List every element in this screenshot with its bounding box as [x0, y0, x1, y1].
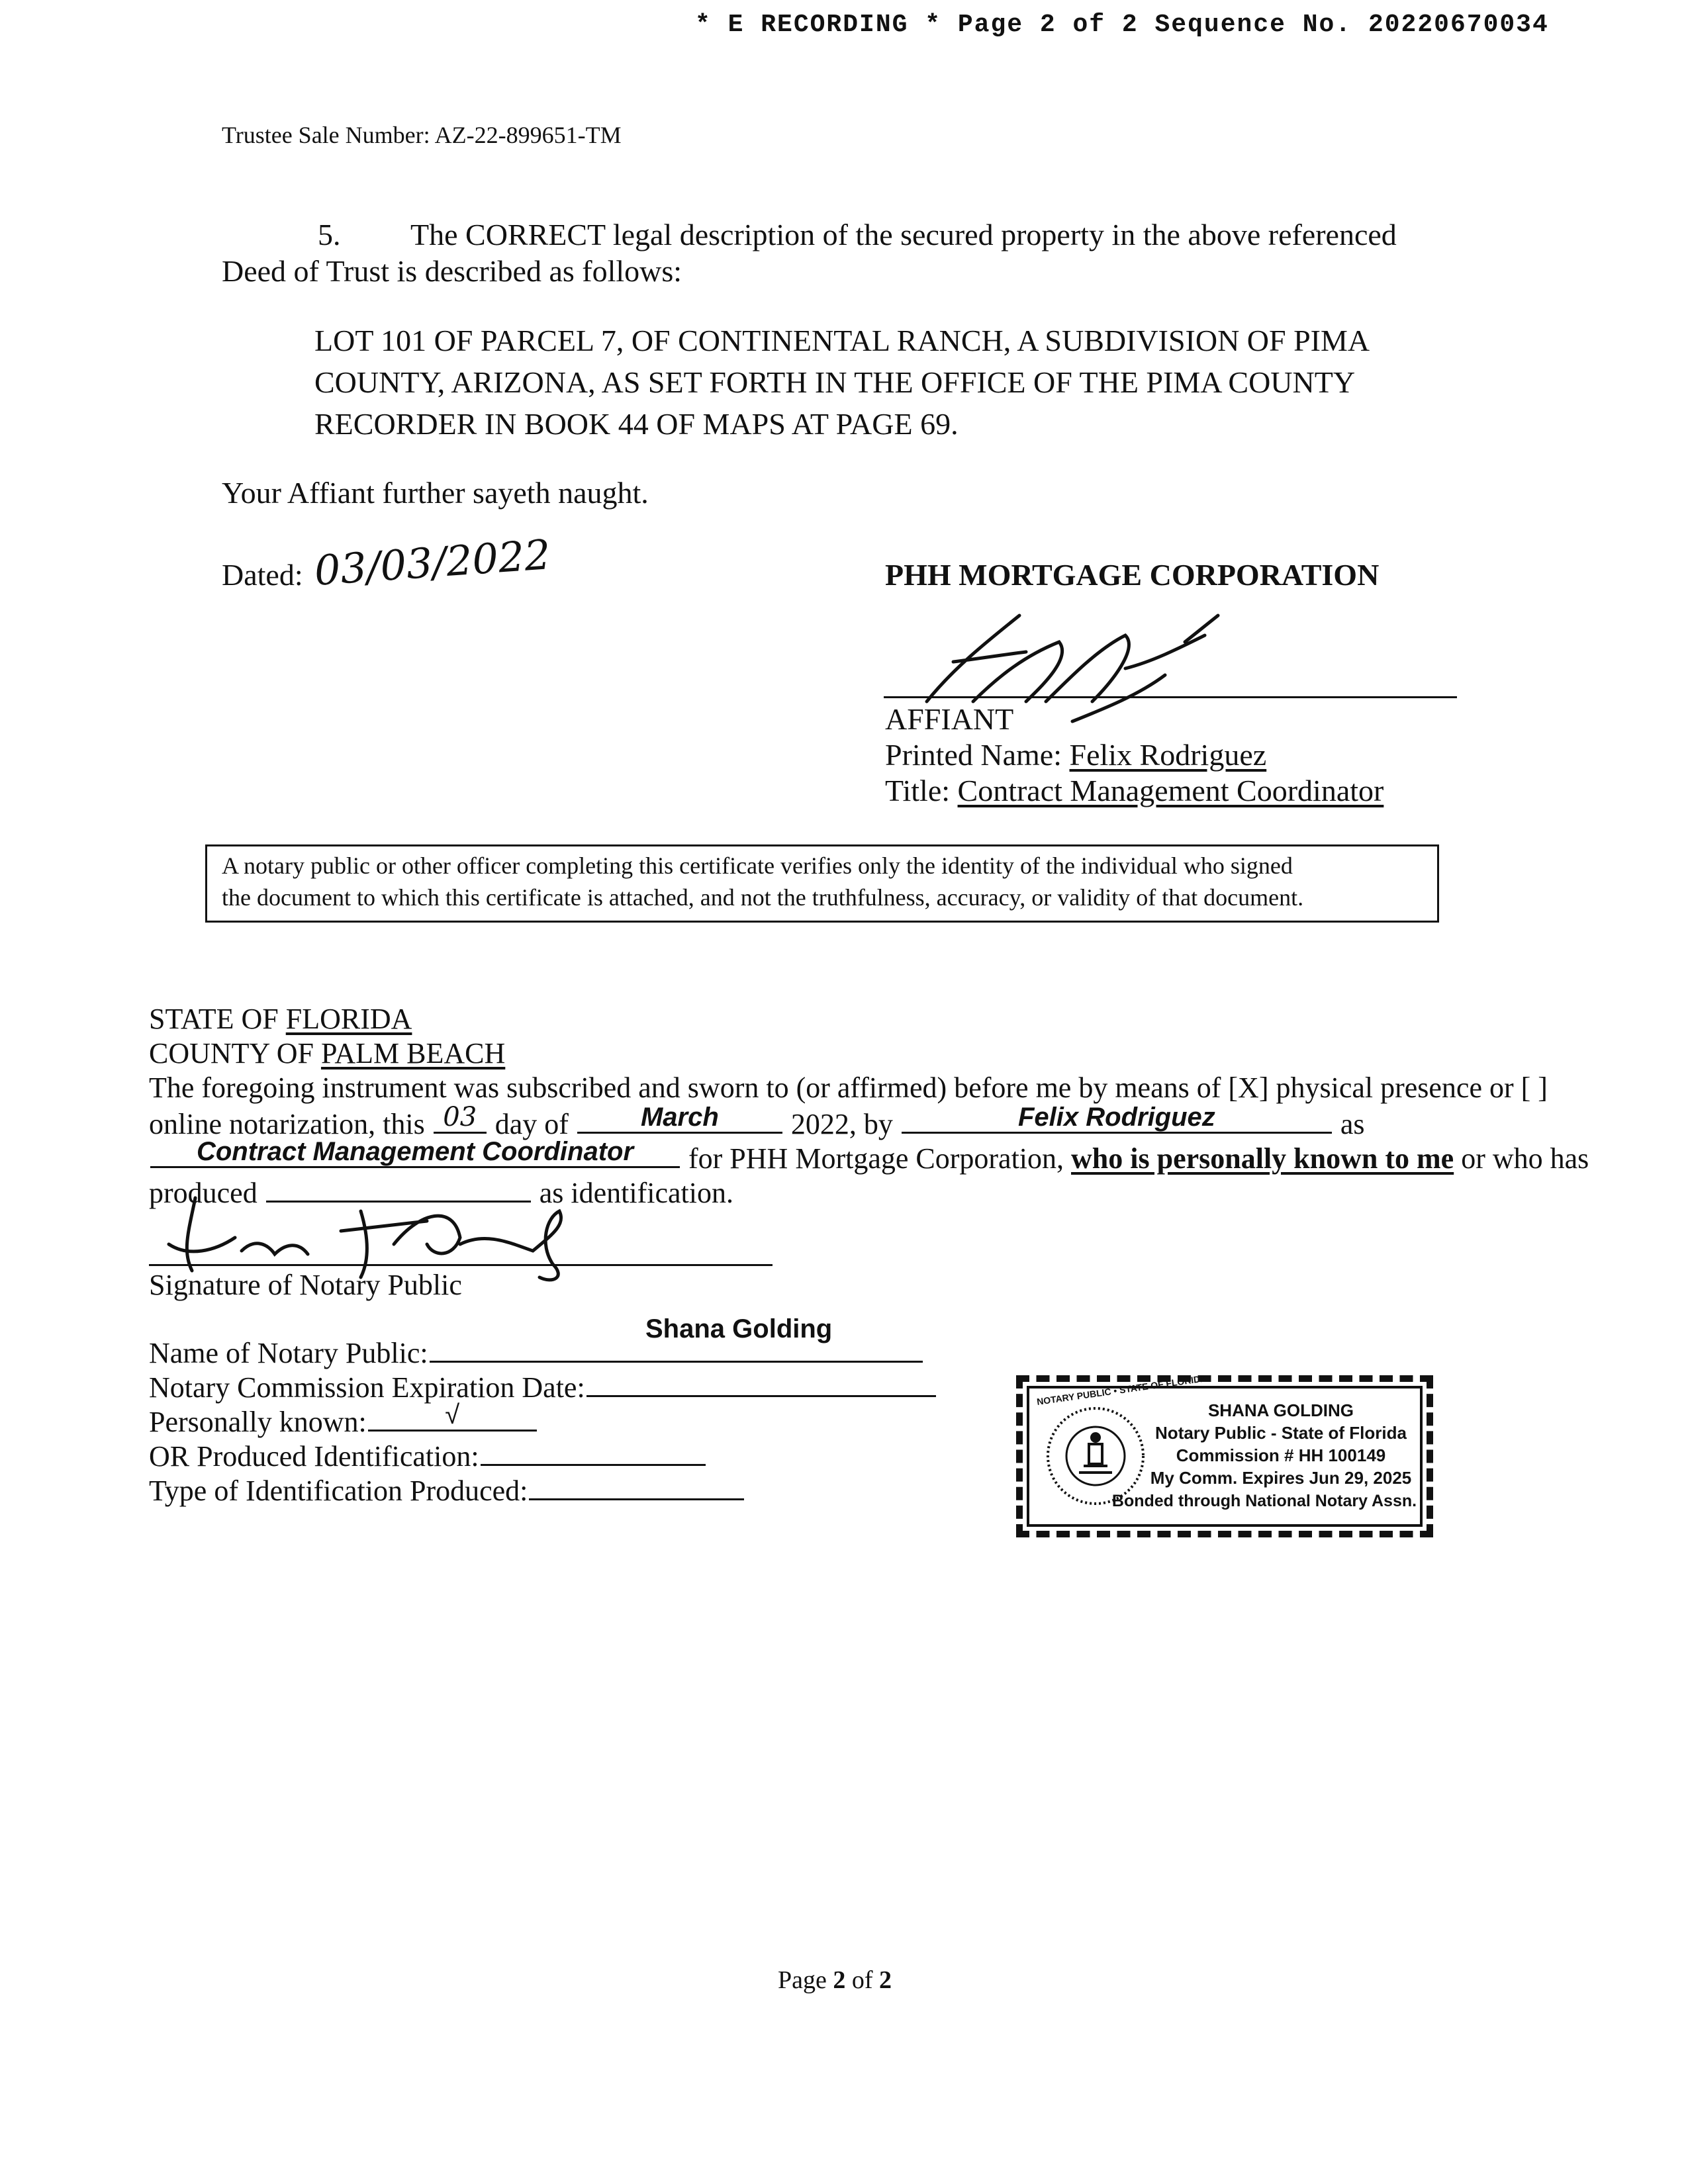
county-row: [149, 1036, 505, 1070]
jurat-line1: The foregoing instrument was subscribed and sworn to (or affirmed) before me by means of [X] physical presence or [ ]: [149, 1071, 1548, 1104]
notary-stamp: [1016, 1375, 1433, 1537]
page-prefix: Page: [778, 1966, 827, 1994]
notary-seal-ring-text: NOTARY PUBLIC • STATE OF FLORIDA: [1036, 1373, 1208, 1407]
printed-name-row: [885, 737, 1266, 772]
printed-name-value: Felix Rodriguez: [1069, 738, 1267, 772]
notary-name-value: Shana Golding: [645, 1314, 833, 1343]
affiant-signature-line: [884, 696, 1457, 698]
produced-id-row: [149, 1437, 707, 1473]
jurat-line2-a: online notarization, this: [149, 1108, 425, 1140]
page-number: [778, 1966, 892, 1995]
county-value: PALM BEACH: [320, 1037, 506, 1069]
dated-label: Dated:: [222, 558, 303, 592]
jurat-day: 03: [443, 1102, 477, 1132]
recording-banner: * E RECORDING * Page 2 of 2 Sequence No. 20220670034: [695, 11, 1549, 39]
title-value: Contract Management Coordinator: [957, 774, 1384, 807]
notary-signature: [142, 1171, 619, 1284]
jurat-line3: [149, 1137, 1589, 1175]
affiant-label: AFFIANT: [885, 702, 1014, 736]
expiration-row: [149, 1369, 937, 1404]
jurat-day-blank: [434, 1102, 487, 1134]
stamp-line1: SHANA GOLDING: [1207, 1400, 1354, 1420]
company-name: PHH MORTGAGE CORPORATION: [885, 558, 1380, 592]
jurat-line4-b: as identification.: [539, 1177, 733, 1209]
notary-name-blank: [430, 1334, 923, 1363]
notary-signature-line: [149, 1264, 773, 1266]
jurat-capacity: Contract Management Coordinator: [196, 1137, 634, 1166]
state-value: FLORIDA: [285, 1003, 412, 1035]
expiration-label: Notary Commission Expiration Date:: [149, 1371, 585, 1404]
trustee-sale-number: Trustee Sale Number: AZ-22-899651-TM: [222, 122, 622, 148]
notary-notice-box: [205, 844, 1439, 923]
notary-name-row: [149, 1334, 924, 1370]
jurat-month: March: [640, 1103, 719, 1132]
state-row: [149, 1002, 412, 1036]
jurat-line3-b: or who has: [1461, 1142, 1589, 1175]
notary-signature-label: Signature of Notary Public: [149, 1269, 462, 1301]
personally-known-label: Personally known:: [149, 1406, 367, 1438]
id-type-label: Type of Identification Produced:: [149, 1475, 528, 1507]
personally-known-row: [149, 1400, 538, 1439]
jurat-line2: [149, 1102, 1365, 1141]
stamp-line5: Bonded through National Notary Assn.: [1111, 1492, 1417, 1510]
stamp-line3: Commission # HH 100149: [1176, 1445, 1386, 1465]
state-label: STATE OF: [149, 1003, 279, 1035]
jurat-name: Felix Rodriguez: [1017, 1103, 1215, 1132]
printed-name-label: Printed Name:: [885, 738, 1062, 772]
id-type-row: [149, 1472, 745, 1508]
jurat-line4-a: produced: [149, 1177, 258, 1209]
personally-known-blank: [368, 1400, 537, 1432]
title-label: Title:: [885, 774, 951, 807]
affiant-closing: Your Affiant further sayeth naught.: [222, 476, 649, 510]
jurat-month-blank: [577, 1105, 782, 1134]
notary-name-label: Name of Notary Public:: [149, 1337, 428, 1369]
page-total: 2: [879, 1966, 892, 1994]
produced-id-blank: [481, 1437, 706, 1466]
item-text-line2: Deed of Trust is described as follows:: [222, 254, 682, 288]
jurat-line2-b: day of: [494, 1108, 569, 1140]
jurat-capacity-blank: [150, 1137, 680, 1168]
item-text-line1: The CORRECT legal description of the secured property in the above referenced: [410, 218, 1397, 251]
notary-notice-line1: A notary public or other officer completing this certificate verifies only the identity of the individual who signed: [222, 852, 1293, 879]
title-row: [885, 773, 1383, 808]
item-number: 5.: [318, 218, 341, 251]
page-of: of: [851, 1966, 873, 1994]
legal-description-line2: COUNTY, ARIZONA, AS SET FORTH IN THE OFFICE OF THE PIMA COUNTY: [314, 365, 1356, 399]
stamp-line4: My Comm. Expires Jun 29, 2025: [1150, 1468, 1412, 1488]
handwritten-date: 03/03/2022: [312, 530, 553, 595]
personally-known-mark: √: [445, 1400, 460, 1430]
jurat-line2-c: 2022, by: [790, 1108, 893, 1140]
notary-notice-line2: the document to which this certificate is attached, and not the truthfulness, accuracy, or validity of that document.: [222, 884, 1304, 911]
jurat-line3-a: for PHH Mortgage Corporation,: [688, 1142, 1064, 1175]
legal-description-line1: LOT 101 OF PARCEL 7, OF CONTINENTAL RANCH, A SUBDIVISION OF PIMA: [314, 324, 1370, 357]
county-label: COUNTY OF: [149, 1037, 314, 1069]
jurat-name-blank: [902, 1105, 1332, 1134]
legal-description-line3: RECORDER IN BOOK 44 OF MAPS AT PAGE 69.: [314, 407, 959, 441]
jurat-personally-known: who is personally known to me: [1071, 1142, 1454, 1175]
page-current: 2: [833, 1966, 846, 1994]
expiration-blank: [586, 1369, 936, 1397]
jurat-line2-d: as: [1340, 1108, 1365, 1140]
stamp-line2: Notary Public - State of Florida: [1155, 1423, 1407, 1443]
produced-id-label: OR Produced Identification:: [149, 1440, 479, 1473]
id-type-blank: [529, 1472, 744, 1500]
